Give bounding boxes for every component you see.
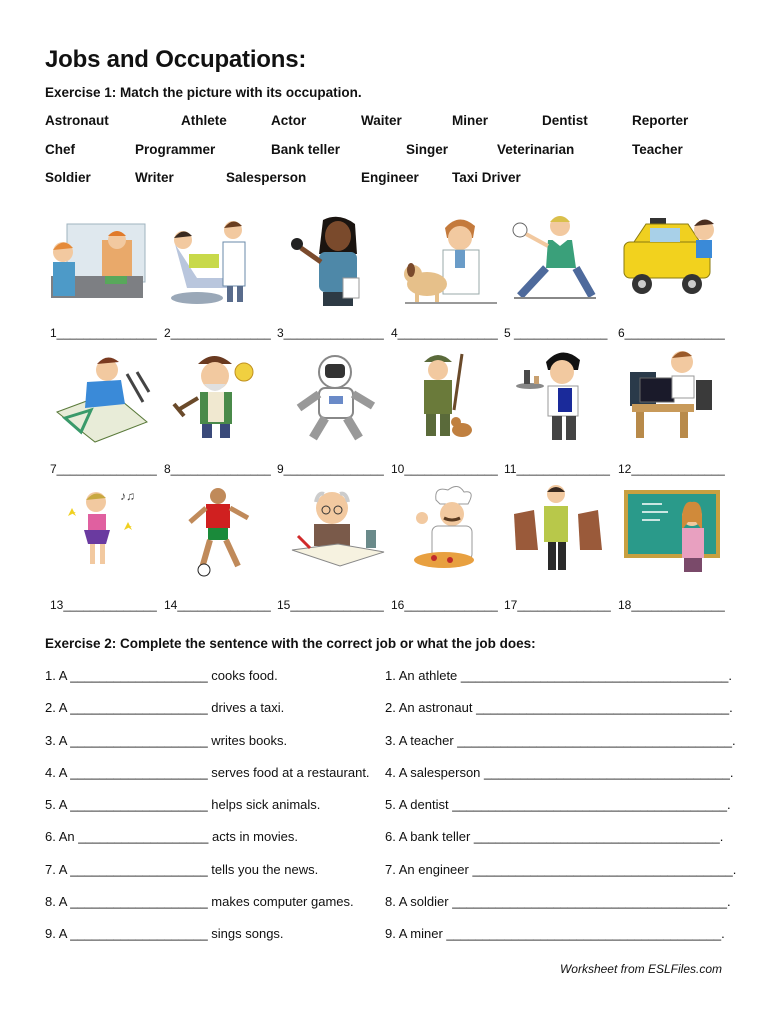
sentence-item[interactable]: 8. A ___________________ makes computer games. bbox=[45, 894, 354, 909]
word-bank-item: Salesperson bbox=[226, 170, 307, 185]
answer-blank[interactable]: 12______________ bbox=[618, 462, 725, 476]
salesperson-picture bbox=[510, 484, 610, 576]
word-bank-item: Actor bbox=[271, 113, 307, 128]
sentence-item[interactable]: 1. An athlete _____________________________________. bbox=[385, 668, 733, 683]
word-bank-item: Chef bbox=[45, 142, 75, 157]
sentence-item[interactable]: 2. An astronaut ___________________________________. bbox=[385, 700, 733, 715]
word-bank-item: Waiter bbox=[361, 113, 402, 128]
answer-blank[interactable]: 9_______________ bbox=[277, 462, 384, 476]
sentence-item[interactable]: 5. A ___________________ helps sick animals. bbox=[45, 797, 321, 812]
answer-blank[interactable]: 2_______________ bbox=[164, 326, 271, 340]
sentence-item[interactable]: 1. A ___________________ cooks food. bbox=[45, 668, 278, 683]
word-bank-item: Dentist bbox=[542, 113, 588, 128]
word-bank-item: Taxi Driver bbox=[452, 170, 521, 185]
sentence-item[interactable]: 9. A miner ______________________________________. bbox=[385, 926, 725, 941]
athlete-picture bbox=[176, 486, 276, 578]
answer-blank[interactable]: 10______________ bbox=[391, 462, 498, 476]
taxi-driver-picture bbox=[620, 212, 720, 304]
word-bank-item: Singer bbox=[406, 142, 449, 157]
singer-picture bbox=[62, 486, 162, 578]
sentence-item[interactable]: 7. A ___________________ tells you the news. bbox=[45, 862, 319, 877]
word-bank-item: Teacher bbox=[632, 142, 683, 157]
answer-blank[interactable]: 7_______________ bbox=[50, 462, 157, 476]
dentist-picture bbox=[167, 214, 267, 306]
bank-teller-picture bbox=[47, 218, 147, 310]
sentence-item[interactable]: 5. A dentist ______________________________________. bbox=[385, 797, 731, 812]
sentence-item[interactable]: 8. A soldier ______________________________________. bbox=[385, 894, 731, 909]
answer-blank[interactable]: 4_______________ bbox=[391, 326, 498, 340]
answer-blank[interactable]: 14______________ bbox=[164, 598, 271, 612]
miner-picture bbox=[168, 350, 268, 442]
answer-blank[interactable]: 11______________ bbox=[504, 462, 610, 476]
word-bank-item: Veterinarian bbox=[497, 142, 575, 157]
veterinarian-picture bbox=[401, 214, 501, 306]
actor-picture bbox=[506, 212, 606, 304]
answer-blank[interactable]: 17______________ bbox=[504, 598, 611, 612]
sentence-item[interactable]: 6. A bank teller __________________________________. bbox=[385, 829, 724, 844]
answer-blank[interactable]: 8_______________ bbox=[164, 462, 271, 476]
sentence-item[interactable]: 3. A ___________________ writes books. bbox=[45, 733, 288, 748]
answer-blank[interactable]: 18______________ bbox=[618, 598, 725, 612]
sentence-item[interactable]: 2. A ___________________ drives a taxi. bbox=[45, 700, 285, 715]
word-bank-item: Astronaut bbox=[45, 113, 109, 128]
svg-text:♪♫: ♪♫ bbox=[120, 489, 135, 503]
answer-blank[interactable]: 16______________ bbox=[391, 598, 498, 612]
soldier-picture bbox=[402, 350, 502, 442]
word-bank-item: Writer bbox=[135, 170, 174, 185]
sentence-item[interactable]: 9. A ___________________ sings songs. bbox=[45, 926, 284, 941]
answer-blank[interactable]: 15______________ bbox=[277, 598, 384, 612]
waiter-picture bbox=[516, 348, 616, 440]
page-title: Jobs and Occupations: bbox=[45, 46, 307, 73]
answer-blank[interactable]: 1_______________ bbox=[50, 326, 157, 340]
sentence-item[interactable]: 7. An engineer ____________________________________. bbox=[385, 862, 737, 877]
word-bank-item: Bank teller bbox=[271, 142, 341, 157]
answer-blank[interactable]: 3_______________ bbox=[277, 326, 384, 340]
sentence-item[interactable]: 4. A ___________________ serves food at a restaurant. bbox=[45, 765, 370, 780]
word-bank-item: Athlete bbox=[181, 113, 227, 128]
sentence-item[interactable]: 3. A teacher ______________________________________. bbox=[385, 733, 736, 748]
astronaut-picture bbox=[289, 352, 389, 444]
footer-credit: Worksheet from ESLFiles.com bbox=[559, 962, 722, 976]
answer-blank[interactable]: 5 ______________ bbox=[504, 326, 608, 340]
writer-picture bbox=[288, 486, 388, 578]
word-bank-item: Soldier bbox=[45, 170, 91, 185]
teacher-picture bbox=[622, 486, 722, 578]
engineer-picture bbox=[51, 352, 151, 444]
word-bank-item: Programmer bbox=[135, 142, 216, 157]
chef-picture bbox=[402, 486, 502, 578]
sentence-item[interactable]: 6. An __________________ acts in movies. bbox=[45, 829, 298, 844]
word-bank-item: Reporter bbox=[632, 113, 689, 128]
word-bank-item: Engineer bbox=[361, 170, 419, 185]
reporter-picture bbox=[287, 214, 387, 306]
programmer-picture bbox=[626, 348, 726, 440]
sentence-item[interactable]: 4. A salesperson __________________________________. bbox=[385, 765, 734, 780]
answer-blank[interactable]: 13______________ bbox=[50, 598, 157, 612]
exercise2-heading: Exercise 2: Complete the sentence with the correct job or what the job does: bbox=[45, 636, 536, 651]
answer-blank[interactable]: 6_______________ bbox=[618, 326, 725, 340]
word-bank-item: Miner bbox=[452, 113, 489, 128]
exercise1-heading: Exercise 1: Match the picture with its occupation. bbox=[45, 85, 362, 100]
